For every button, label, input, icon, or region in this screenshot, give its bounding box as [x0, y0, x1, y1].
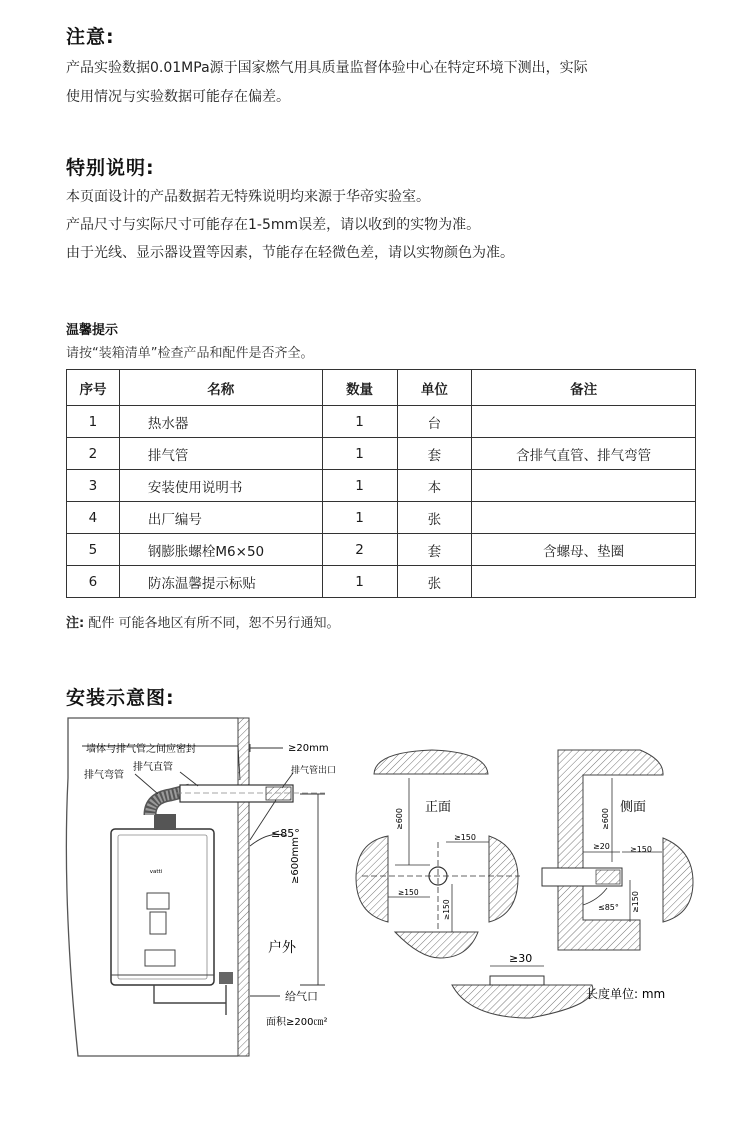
label-side: 侧面 — [620, 800, 647, 815]
cell-name: 钢膨胀螺栓M6×50 — [119, 534, 322, 566]
special-line-3: 由于光线、显示器设置等因素，节能存在轻微色差，请以实物颜色为准。 — [66, 245, 514, 261]
note-text: 配件 可能各地区有所不同，恕不另行通知。 — [88, 616, 340, 631]
cell-qty: 1 — [322, 502, 397, 534]
special-title: 特别说明: — [66, 157, 155, 179]
cell-qty: 1 — [322, 566, 397, 598]
tips-title: 温馨提示 — [66, 323, 119, 338]
cell-remark: 含排气直管、排气弯管 — [472, 438, 696, 470]
label-front: 正面 — [425, 800, 452, 815]
notice-line-2: 使用情况与实验数据可能存在偏差。 — [66, 89, 290, 105]
side-angle: ≤85° — [598, 903, 619, 912]
col-header-index: 序号 — [67, 370, 120, 406]
bottom-d30: ≥30 — [509, 952, 533, 965]
cell-unit: 套 — [397, 534, 472, 566]
side-d150-vertical: ≥150 — [631, 891, 640, 913]
cell-index: 2 — [67, 438, 120, 470]
label-area: 面积≥200㎝² — [266, 1017, 328, 1028]
cell-qty: 2 — [322, 534, 397, 566]
bottom-view — [452, 966, 593, 1018]
notice-title: 注意: — [66, 26, 115, 48]
col-header-unit: 单位 — [397, 370, 472, 406]
cell-name: 安装使用说明书 — [119, 470, 322, 502]
install-title: 安装示意图: — [66, 687, 175, 709]
col-header-name: 名称 — [119, 370, 322, 406]
cell-name: 排气管 — [119, 438, 322, 470]
cell-unit: 套 — [397, 438, 472, 470]
front-d150-bottom: ≥150 — [442, 899, 451, 920]
front-view — [356, 750, 520, 958]
cell-remark: 含螺母、垫圈 — [472, 534, 696, 566]
label-height: ≥600mm — [290, 837, 301, 884]
cell-name: 出厂编号 — [119, 502, 322, 534]
notice-line-1: 产品实验数据0.01MPa源于国家燃气用具质量监督体验中心在特定环境下测出，实际 — [66, 60, 588, 76]
cell-qty: 1 — [322, 406, 397, 438]
cell-name: 防冻温馨提示标贴 — [119, 566, 322, 598]
tips-text: 请按“装箱清单”检查产品和配件是否齐全。 — [66, 346, 314, 361]
col-header-qty: 数量 — [322, 370, 397, 406]
cell-qty: 1 — [322, 438, 397, 470]
front-d600: ≥600 — [395, 808, 404, 830]
cell-qty: 1 — [322, 470, 397, 502]
front-d150-left: ≥150 — [398, 888, 419, 897]
cell-index: 6 — [67, 566, 120, 598]
side-d600: ≥600 — [601, 808, 610, 830]
label-seal: 墙体与排气管之间应密封 — [86, 744, 196, 755]
brand-logo: vatti — [149, 869, 163, 875]
label-angle: ≤85° — [271, 827, 300, 840]
label-elbow: 排气弯管 — [84, 770, 124, 781]
cell-index: 3 — [67, 470, 120, 502]
side-d150: ≥150 — [630, 845, 652, 854]
cell-unit: 张 — [397, 502, 472, 534]
cell-name: 热水器 — [119, 406, 322, 438]
label-straight: 排气直管 — [133, 762, 173, 773]
special-line-2: 产品尺寸与实际尺寸可能存在1-5mm误差，请以收到的实物为准。 — [66, 217, 481, 233]
label-unit: 长度单位: mm — [586, 987, 666, 1001]
water-heater — [111, 814, 233, 1015]
col-header-remark: 备注 — [472, 370, 696, 406]
side-view — [542, 750, 693, 950]
cell-unit: 张 — [397, 566, 472, 598]
cell-unit: 台 — [397, 406, 472, 438]
cell-index: 4 — [67, 502, 120, 534]
cell-index: 5 — [67, 534, 120, 566]
cell-index: 1 — [67, 406, 120, 438]
note-label: 注: — [66, 616, 85, 631]
cell-unit: 本 — [397, 470, 472, 502]
front-d150-right: ≥150 — [454, 833, 476, 842]
label-outdoor: 户外 — [268, 940, 296, 956]
side-d20: ≥20 — [593, 842, 610, 851]
label-outlet: 排气管出口 — [291, 766, 337, 776]
special-line-1: 本页面设计的产品数据若无特殊说明均来源于华帝实验室。 — [66, 189, 430, 205]
label-gap: ≥20mm — [288, 743, 329, 754]
label-air-inlet: 给气口 — [285, 990, 318, 1003]
